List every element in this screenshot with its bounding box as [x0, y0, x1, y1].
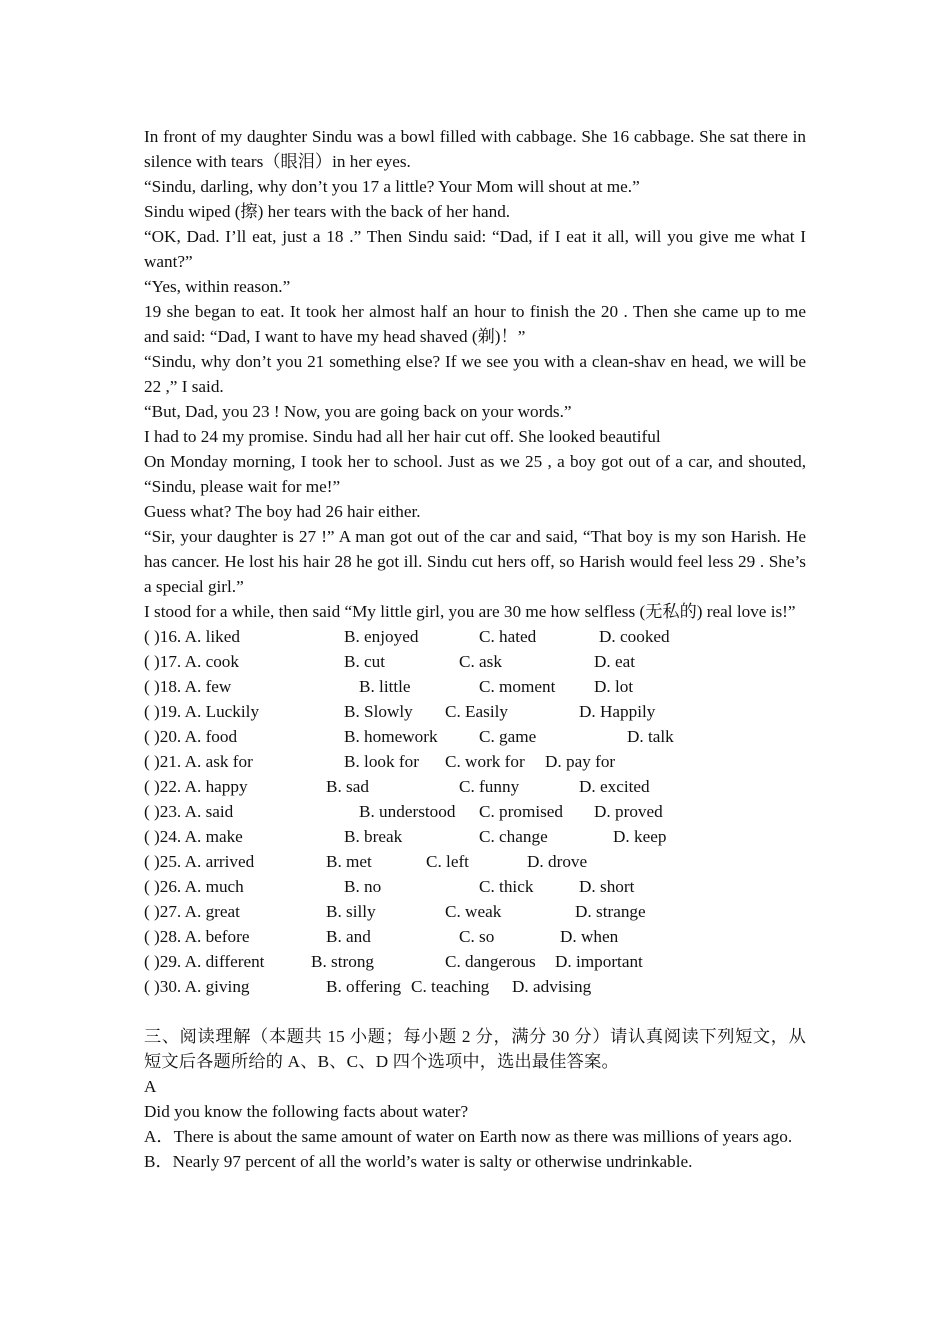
question-row: [144, 874, 806, 899]
question-row: [144, 974, 806, 999]
option-c: C. weak: [445, 902, 502, 921]
question-row: [144, 699, 806, 724]
option-c: C. ask: [459, 652, 502, 671]
option-d: D. cooked: [599, 627, 670, 646]
question-stem: ( )25. A. arrived: [144, 852, 255, 871]
question-row: [144, 924, 806, 949]
passage-paragraph: “Sir, your daughter is 27 !” A man got out of the car and said, “That boy is my son Harish. He has cancer. He lost his hair 28 he got ill. Sindu cut hers off, so Harish would feel less 29 . She’s a special girl.”: [144, 527, 806, 596]
fact-item: B．Nearly 97 percent of all the world’s water is salty or otherwise undrinkable.: [144, 1152, 693, 1171]
option-b: B. sad: [326, 777, 369, 796]
document-page: [144, 124, 806, 1174]
question-row: [144, 799, 806, 824]
option-b: B. little: [359, 677, 411, 696]
question-stem: ( )29. A. different: [144, 952, 265, 971]
option-b: B. Slowly: [344, 702, 413, 721]
question-stem: ( )16. A. liked: [144, 627, 240, 646]
option-b: B. offering: [326, 977, 402, 996]
question-row: [144, 949, 806, 974]
passage-paragraph: 19 she began to eat. It took her almost half an hour to finish the 20 . Then she came up to me and said: “Dad, I want to have my head shaved (剃)！”: [144, 302, 806, 346]
question-stem: ( )20. A. food: [144, 727, 238, 746]
option-d: D. proved: [594, 802, 663, 821]
option-c: C. left: [426, 852, 469, 871]
question-stem: ( )21. A. ask for: [144, 752, 253, 771]
passage-paragraph: “But, Dad, you 23 ! Now, you are going back on your words.”: [144, 402, 572, 421]
question-stem: ( )17. A. cook: [144, 652, 239, 671]
option-d: D. keep: [613, 827, 667, 846]
option-c: C. game: [479, 727, 537, 746]
option-b: B. understood: [359, 802, 456, 821]
passage-paragraph: Sindu wiped (擦) her tears with the back of her hand.: [144, 202, 511, 221]
option-c: C. funny: [459, 777, 520, 796]
section-heading: 三、阅读理解（本题共 15 小题；每小题 2 分，满分 30 分）请认真阅读下列短文，从短文后各题所给的 A、B、C、D 四个选项中，选出最佳答案。: [144, 1027, 806, 1071]
option-c: C. change: [479, 827, 548, 846]
option-b: B. cut: [344, 652, 386, 671]
passage-paragraph: “Sindu, darling, why don’t you 17 a little? Your Mom will shout at me.”: [144, 177, 640, 196]
question-stem: ( )26. A. much: [144, 877, 244, 896]
passage-paragraph: On Monday morning, I took her to school. Just as we 25 , a boy got out of a car, and shouted, “Sindu, please wait for me!”: [144, 452, 806, 496]
option-b: B. met: [326, 852, 372, 871]
blank-line: [144, 999, 806, 1024]
reading-intro: Did you know the following facts about water?: [144, 1102, 469, 1121]
passage-paragraph: “OK, Dad. I’ll eat, just a 18 .” Then Sindu said: “Dad, if I eat it all, will you give me what I want?”: [144, 227, 806, 271]
question-row: [144, 674, 806, 699]
passage-paragraph: I had to 24 my promise. Sindu had all her hair cut off. She looked beautiful: [144, 427, 661, 446]
option-d: D. lot: [594, 677, 634, 696]
question-stem: ( )27. A. great: [144, 902, 240, 921]
option-c: C. Easily: [445, 702, 509, 721]
option-c: C. promised: [479, 802, 564, 821]
option-c: C. work for: [445, 752, 525, 771]
option-d: D. important: [555, 952, 643, 971]
option-c: C. thick: [479, 877, 534, 896]
option-d: D. drove: [527, 852, 588, 871]
question-stem: ( )28. A. before: [144, 927, 250, 946]
question-row: [144, 774, 806, 799]
question-row: [144, 649, 806, 674]
question-row: [144, 899, 806, 924]
option-b: B. and: [326, 927, 371, 946]
fact-item: A．There is about the same amount of water on Earth now as there was millions of years ago.: [144, 1127, 793, 1146]
part-label: A: [144, 1077, 157, 1096]
option-d: D. excited: [579, 777, 650, 796]
option-c: C. teaching: [411, 977, 490, 996]
option-d: D. talk: [627, 727, 674, 746]
option-d: D. advising: [512, 977, 592, 996]
question-row: [144, 849, 806, 874]
option-b: B. break: [344, 827, 403, 846]
question-row: [144, 749, 806, 774]
question-row: [144, 824, 806, 849]
option-b: B. no: [344, 877, 382, 896]
question-row: [144, 724, 806, 749]
question-list: [144, 624, 806, 999]
passage-paragraph: I stood for a while, then said “My little girl, you are 30 me how selfless (无私的) real love is!”: [144, 602, 796, 621]
option-d: D. strange: [575, 902, 646, 921]
question-stem: ( )19. A. Luckily: [144, 702, 260, 721]
passage-paragraph: Guess what? The boy had 26 hair either.: [144, 502, 421, 521]
option-d: D. short: [579, 877, 635, 896]
option-c: C. so: [459, 927, 495, 946]
question-stem: ( )23. A. said: [144, 802, 234, 821]
question-stem: ( )30. A. giving: [144, 977, 250, 996]
option-b: B. enjoyed: [344, 627, 419, 646]
option-d: D. eat: [594, 652, 636, 671]
question-stem: ( )22. A. happy: [144, 777, 248, 796]
option-d: D. when: [560, 927, 619, 946]
question-stem: ( )24. A. make: [144, 827, 243, 846]
passage-paragraph: “Yes, within reason.”: [144, 277, 291, 296]
option-b: B. look for: [344, 752, 419, 771]
question-row: [144, 624, 806, 649]
question-stem: ( )18. A. few: [144, 677, 232, 696]
option-b: B. strong: [311, 952, 375, 971]
option-c: C. moment: [479, 677, 556, 696]
option-d: D. pay for: [545, 752, 616, 771]
passage-paragraph: “Sindu, why don’t you 21 something else? If we see you with a clean-shav en head, we will be 22 ,” I said.: [144, 352, 806, 396]
option-d: D. Happily: [579, 702, 656, 721]
option-b: B. silly: [326, 902, 376, 921]
option-b: B. homework: [344, 727, 438, 746]
passage-paragraph: In front of my daughter Sindu was a bowl filled with cabbage. She 16 cabbage. She sat there in silence with tears（眼泪）in her eyes.: [144, 127, 806, 171]
option-c: C. hated: [479, 627, 537, 646]
option-c: C. dangerous: [445, 952, 536, 971]
